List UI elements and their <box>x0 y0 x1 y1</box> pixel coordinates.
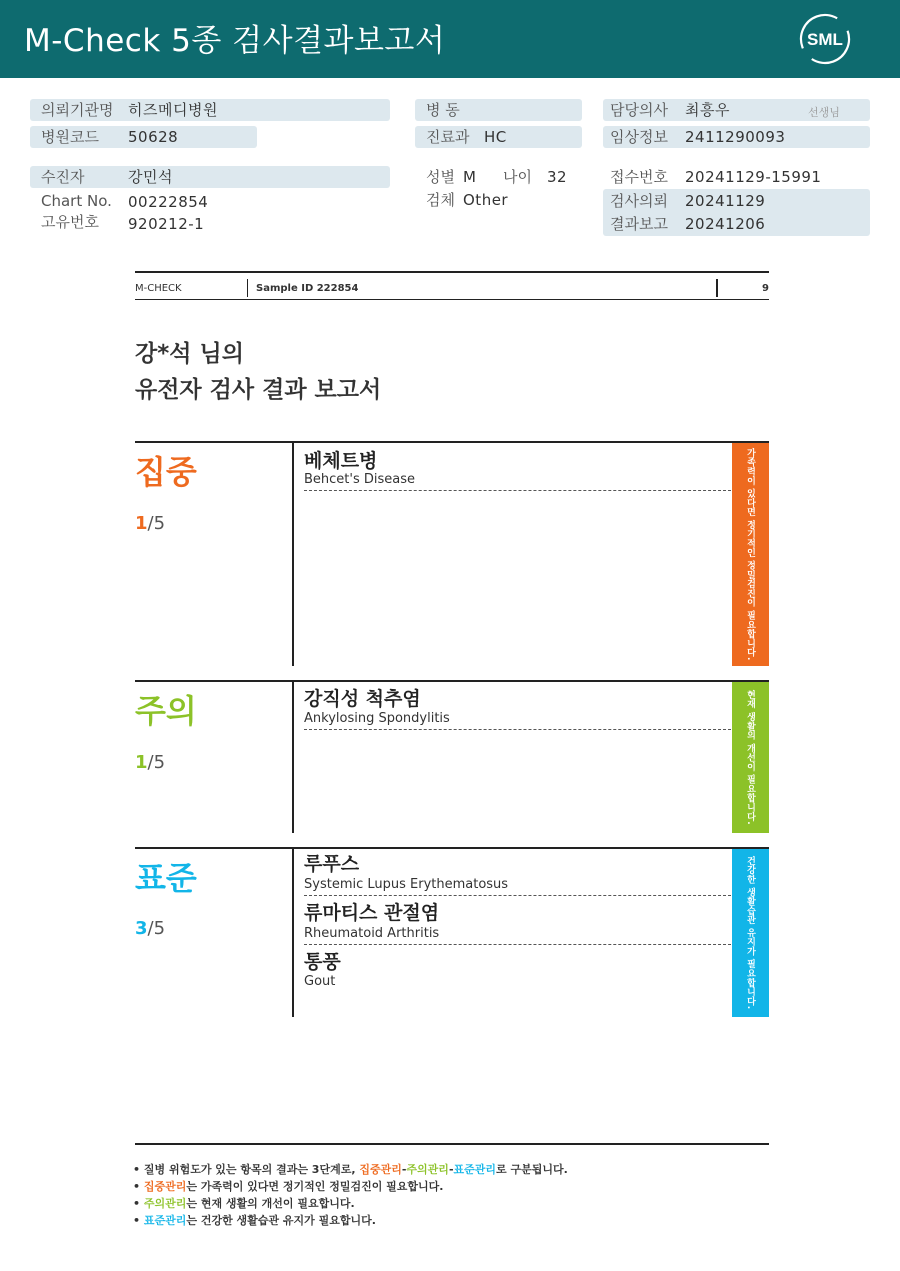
disease-name-ko: 베체트병 <box>304 450 378 472</box>
ward-label: 병 동 <box>426 101 460 119</box>
section-caution-bar-text: 현재 생활의 개선이 필요합니다. <box>745 690 755 825</box>
footnote-4 <box>133 1213 376 1228</box>
doctor-suffix: 선생님 <box>808 106 840 119</box>
department-label: 진료과 <box>426 128 470 146</box>
sex-value: M <box>463 168 477 186</box>
footnote-3 <box>133 1196 355 1211</box>
section-standard-count <box>135 918 165 940</box>
bullet: • <box>133 1197 141 1210</box>
section-standard-bar-text: 건강한 생활습관 유지가 필요합니다. <box>745 856 755 1010</box>
report-title: M-Check 5종 검사결과보고서 <box>24 23 446 59</box>
section-caution-bar <box>732 682 769 833</box>
bullet: • <box>133 1214 141 1227</box>
footnote-1 <box>133 1162 568 1177</box>
sex-label: 성별 <box>426 168 455 186</box>
section-intensive-count <box>135 513 165 535</box>
footnote-text: 는 가족력이 있다면 정기적인 정밀검진이 필요합니다. <box>186 1180 444 1193</box>
unique-no-label: 고유번호 <box>41 213 99 231</box>
clinical-info-value: 2411290093 <box>685 128 786 146</box>
footnote-dash: - <box>401 1163 407 1176</box>
section-intensive-count-num: 1 <box>135 513 148 534</box>
report-heading-line1: 강*석 님의 <box>135 341 244 367</box>
standard-label: 표준관리 <box>453 1163 497 1176</box>
disease-name-ko: 루푸스 <box>304 853 360 875</box>
disease-separator <box>304 895 731 896</box>
report-header-rule <box>135 299 769 300</box>
logo-text: SML <box>807 30 843 49</box>
disease-separator <box>304 490 731 491</box>
report-top-rule <box>135 271 769 273</box>
section-standard-rule <box>135 847 769 849</box>
patient-value: 강민석 <box>128 168 173 186</box>
section-intensive-rule <box>135 441 769 443</box>
footnote-text: 로 구분됩니다. <box>496 1163 568 1176</box>
disease-separator <box>304 944 731 945</box>
sml-logo <box>798 12 852 66</box>
specimen-value: Other <box>463 191 509 209</box>
disease-name-en: Rheumatoid Arthritis <box>304 926 440 941</box>
disease-name-ko: 통풍 <box>304 951 341 973</box>
disease-separator <box>304 729 731 730</box>
report-header <box>0 0 900 78</box>
section-standard-bar <box>732 849 769 1017</box>
section-standard-count-num: 3 <box>135 918 148 939</box>
disease-name-en: Behcet's Disease <box>304 472 416 487</box>
specimen-label: 검체 <box>426 191 455 209</box>
bullet: • <box>133 1163 141 1176</box>
report-heading-line2: 유전자 검사 결과 보고서 <box>135 377 382 403</box>
clinical-info-label: 임상정보 <box>610 128 668 146</box>
report-brand: M-CHECK <box>135 283 182 294</box>
section-caution-count-total: /5 <box>147 752 166 773</box>
doctor-value: 최흥우 <box>685 101 730 119</box>
sample-id: Sample ID 222854 <box>256 283 359 294</box>
section-intensive-bar <box>732 443 769 666</box>
section-intensive-count-total: /5 <box>147 513 166 534</box>
bullet: • <box>133 1180 141 1193</box>
section-caution-name: 주의 <box>135 692 197 730</box>
section-standard-divider <box>292 847 294 1017</box>
footnote-text: 는 현재 생활의 개선이 필요합니다. <box>186 1197 355 1210</box>
footer-rule <box>135 1143 769 1145</box>
section-intensive-bar-text: 가족력이 있다면 정기적인 정밀검진이 필요합니다. <box>745 448 755 661</box>
section-caution-rule <box>135 680 769 682</box>
chart-no-label: Chart No. <box>41 192 112 210</box>
test-request-value: 20241129 <box>685 192 766 210</box>
caution-label: 주의관리 <box>143 1197 187 1210</box>
section-caution-count-num: 1 <box>135 752 148 773</box>
receipt-no-value: 20241129-15991 <box>685 168 822 186</box>
patient-label: 수진자 <box>41 168 85 186</box>
institution-label: 의뢰기관명 <box>41 101 114 119</box>
section-standard-count-total: /5 <box>147 918 166 939</box>
disease-name-en: Systemic Lupus Erythematosus <box>304 877 509 892</box>
receipt-no-label: 접수번호 <box>610 168 668 186</box>
section-standard-name: 표준 <box>135 859 197 897</box>
test-request-label: 검사의뢰 <box>610 192 668 210</box>
age-label: 나이 <box>503 168 532 186</box>
section-intensive-divider <box>292 441 294 666</box>
footnote-text: 는 건강한 생활습관 유지가 필요합니다. <box>186 1214 376 1227</box>
department-value: HC <box>484 128 507 146</box>
intensive-label: 집중관리 <box>359 1163 402 1176</box>
disease-name-ko: 류마티스 관절염 <box>304 902 440 924</box>
page-number: 9 <box>762 283 769 294</box>
intensive-label: 집중관리 <box>143 1180 187 1193</box>
report-heading <box>135 336 381 408</box>
doctor-label: 담당의사 <box>610 101 668 119</box>
report-header-divider <box>247 279 248 297</box>
section-intensive-name: 집중 <box>135 453 197 491</box>
section-caution-divider <box>292 680 294 833</box>
unique-no-value: 920212-1 <box>128 215 205 233</box>
footnote-text: 질병 위험도가 있는 항목의 결과는 3단계로, <box>143 1163 360 1176</box>
report-header-divider-right <box>716 279 718 297</box>
result-report-value: 20241206 <box>685 215 766 233</box>
standard-label: 표준관리 <box>143 1214 187 1227</box>
disease-name-ko: 강직성 척추염 <box>304 688 421 710</box>
disease-name-en: Ankylosing Spondylitis <box>304 711 450 726</box>
result-report-label: 결과보고 <box>610 215 668 233</box>
hospital-code-value: 50628 <box>128 128 179 146</box>
caution-label: 주의관리 <box>406 1163 449 1176</box>
footnote-2 <box>133 1179 444 1194</box>
disease-name-en: Gout <box>304 974 336 989</box>
section-caution-count <box>135 752 165 774</box>
chart-no-value: 00222854 <box>128 193 209 211</box>
hospital-code-label: 병원코드 <box>41 128 99 146</box>
footnote-dash: - <box>448 1163 454 1176</box>
institution-value: 히즈메디병원 <box>128 101 218 119</box>
age-value: 32 <box>547 168 568 186</box>
